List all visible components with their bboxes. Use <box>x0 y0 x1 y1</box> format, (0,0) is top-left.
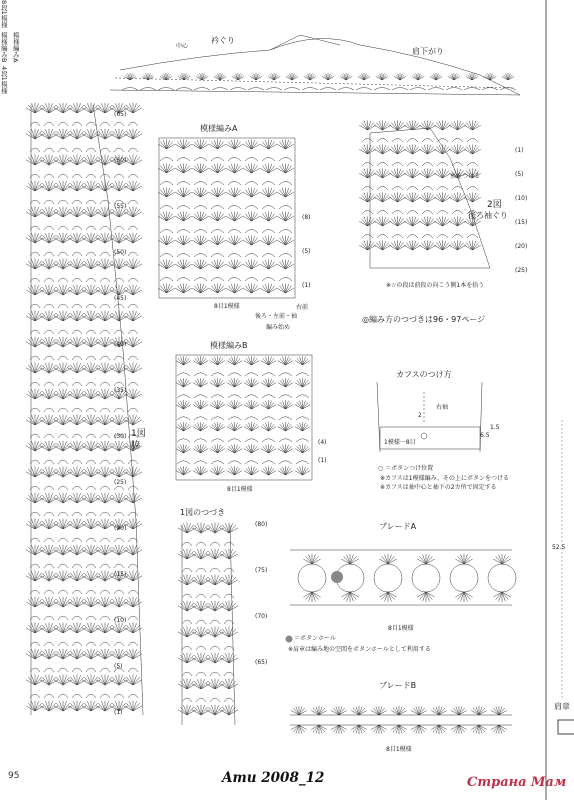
left-strip-row-number: (35) <box>114 387 127 394</box>
fig2-row-number: (10) <box>515 195 528 202</box>
left-strip-row-number: (1) <box>114 709 123 716</box>
braid-a-title: ブレードA <box>379 522 417 531</box>
footer-brand: Amu 2008_12 <box>222 770 325 786</box>
cuff-n2: 2 <box>418 412 422 419</box>
pattern-a-parts: 後ろ・左前・袖 <box>255 313 298 320</box>
pattern-b-title: 模様編みB <box>210 341 248 350</box>
fig2-row-number: (1) <box>515 147 524 154</box>
fig2-title: 2図 <box>487 200 502 210</box>
cuff-note1: ○ ＝ボタンつけ位置 <box>378 465 434 472</box>
left-strip-row-number: (40) <box>114 341 127 348</box>
fig2-row-number: (15) <box>515 219 528 226</box>
right-shoulder: 肩章 <box>554 702 570 711</box>
left-strip-row-number: (65) <box>114 111 127 118</box>
shoulder-label: 肩下がり <box>412 47 444 56</box>
left-strip-row-number: (5) <box>114 663 123 670</box>
braid-a-legend: ＝ボタンホール <box>294 635 336 642</box>
pattern-b-stitch-repeat: 8目1模様 <box>227 486 253 493</box>
continue-note: ◎編み方のつづきは96・97ページ <box>362 315 486 324</box>
pattern-a-row-number: (8) <box>302 214 311 221</box>
fig2-side-b: 模様編みB <box>0 31 8 63</box>
left-strip-row-number: (20) <box>114 525 127 532</box>
cuff-n15: 1.5 <box>490 424 500 431</box>
fig1cont-row-number: (65) <box>255 659 268 666</box>
fig1cont-row-number: (75) <box>255 567 268 574</box>
left-strip-row-number: (15) <box>114 571 127 578</box>
left-strip-row-number: (50) <box>114 249 127 256</box>
pattern-b-repeat: 4段1模様 <box>0 66 8 95</box>
page-number: 95 <box>8 771 20 781</box>
left-strip-row-number: (55) <box>114 203 127 210</box>
left-strip-row-number: (60) <box>114 157 127 164</box>
pattern-a-right-front: 右前 <box>296 304 309 311</box>
cuff-note2: ※カフスは1模様編み、その上にボタンをつける <box>380 475 509 482</box>
cuff-title: カフスのつけ方 <box>396 370 452 379</box>
fig2-row-number: (5) <box>515 171 524 178</box>
collar-label: 衿ぐり <box>211 36 235 45</box>
fig1cont-row-number: (70) <box>255 613 268 620</box>
pattern-a-stitch-repeat: 8目1模様 <box>214 303 240 310</box>
pattern-b-row-number: (4) <box>318 439 327 446</box>
pattern-a-row-number: (1) <box>302 282 311 289</box>
braid-a-repeat: 8目1模様 <box>388 625 414 632</box>
fig2-side-a: 模様編みA <box>11 31 20 63</box>
cuff-note3: ※カフスは袖中心と袖下の2カ所で固定する <box>380 484 497 491</box>
pattern-a-title: 模様編みA <box>200 124 238 133</box>
fig1-side: 脇 <box>131 441 141 451</box>
pattern-b-row-number: (1) <box>318 457 327 464</box>
center-label: 中心 <box>176 43 189 50</box>
watermark: Страна Мам <box>467 775 567 790</box>
cuff-pattern: 1模様一8目 <box>384 439 416 446</box>
fig1cont-title: 1図のつづき <box>180 508 226 517</box>
left-strip-row-number: (30) <box>114 433 127 440</box>
fig2-subtitle: 後ろ袖ぐり <box>468 211 508 220</box>
left-strip-row-number: (10) <box>114 617 127 624</box>
right-measure: 52.5 <box>552 544 566 551</box>
fig2-row-number: (20) <box>515 243 528 250</box>
fig2-row-number: (25) <box>515 267 528 274</box>
left-strip-row-number: (25) <box>114 479 127 486</box>
braid-b-repeat: 8目1模様 <box>386 746 412 753</box>
pattern-a-repeat: 8段1模様 <box>0 0 8 28</box>
braid-b-title: ブレードB <box>379 681 417 690</box>
fig1cont-row-number: (80) <box>255 521 268 528</box>
pattern-a-row-number: (5) <box>302 248 311 255</box>
left-strip-row-number: (45) <box>114 295 127 302</box>
pattern-a-start: 編み始め <box>266 324 291 331</box>
fig2-note: ※☆の段は前段の向こう側1本を拾う <box>386 282 485 289</box>
cuff-n65: 6.5 <box>480 432 490 439</box>
braid-a-note: ※肩章は編み地の空間をボタンホールとして利用する <box>288 646 431 653</box>
fig2-attach: 糸をつける <box>450 173 481 180</box>
cuff-sleeve: 右袖 <box>436 404 449 411</box>
fig1-title: 1図 <box>131 429 146 439</box>
